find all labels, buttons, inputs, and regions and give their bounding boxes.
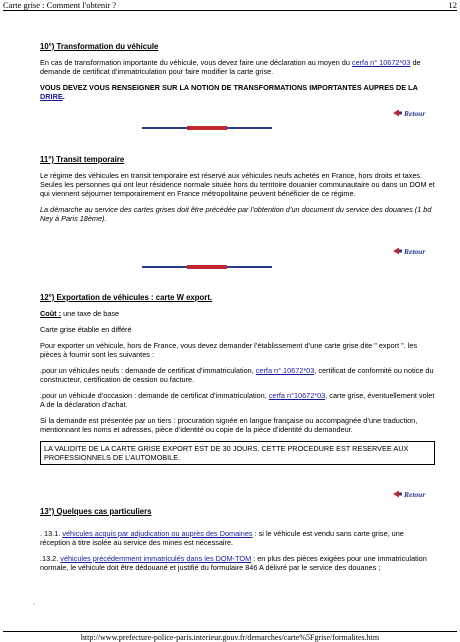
cerfa-link[interactable]: cerfa n° 10672*03 — [255, 366, 315, 375]
case-13-1: . 13.1. véhicules acquis par adjudication ou auprès des Domaines : si le véhicule est vendu sans carte grise, une réception à titre isolée au service des mines est nécessaire. — [40, 529, 404, 547]
occasion-item: .pour un véhicule d’occasion : demande de certificat d’immatriculation, cerfa n°10672*03, carte grise, éventuellement volet A de la déclaration d’achat. — [40, 391, 435, 409]
section-10-title: 10°) Transformation du véhicule — [40, 42, 159, 51]
section-12-text: Pour exporter un véhicule, hors de France, vous devez demander l’établissement d’une carte grise dite " export ". les pièces à fournir sont les suivantes : — [40, 341, 418, 359]
differe-line: Carte grise établie en différé — [40, 325, 132, 334]
cerfa-link[interactable]: cerfa n°10672*03 — [268, 391, 326, 400]
drire-link[interactable]: DRIRE — [40, 92, 63, 101]
header-rule — [3, 10, 457, 11]
retour-button[interactable] — [393, 246, 431, 256]
case-13-2: .13.2. véhicules précédemment immatriculés dans les DOM-TOM : en plus des pièces exigées pour une immatriculation normale, le véhicule doit être dédouané et justifié du formulaire 846 A délivré par le service des douanes ; — [40, 554, 427, 572]
section-11-text: Le régime des véhicules en transit temporaire est réservé aux véhicules neufs achetés en France, hors droits et taxes. Seules les personnes qui ont leur résidence normale située hors du territoire douanier communautaire ou dans un DOM et qui viennent séjourner temporairement en France métropolitaine peuvent bénéficier de ce régime. — [40, 171, 435, 198]
svg-text:Retour: Retour — [404, 247, 426, 256]
section-11-title: 11°) Transit temporaire — [40, 155, 125, 164]
section-11 — [40, 155, 435, 223]
cout-line: Coût : une taxe de base — [40, 309, 120, 318]
dom-tom-link[interactable]: véhicules précédemment immatriculés dans les DOM-TOM — [60, 554, 252, 563]
header-title: Carte grise : Comment l'obtenir ? — [3, 0, 117, 10]
footer-rule — [3, 631, 457, 632]
section-10 — [40, 42, 435, 101]
section-12 — [40, 293, 435, 465]
retour-button[interactable] — [393, 489, 431, 499]
adjudication-link[interactable]: véhicules acquis par adjudication ou auprès des Domaines — [62, 529, 253, 538]
divider — [142, 125, 272, 131]
svg-text:Retour: Retour — [404, 490, 426, 499]
margin-mark: ◦ — [33, 602, 36, 608]
divider — [142, 264, 272, 270]
section-13-title: 13°) Quelques cas particuliers — [40, 507, 152, 516]
section-11-italic: La démarche au service des cartes grises doit être précédée par l’obtention d’un document du service des douanes (1 bd Ney à Paris 18ème). — [40, 205, 432, 223]
page-number: 12 — [448, 0, 457, 10]
retour-button[interactable] — [393, 108, 431, 118]
section-13 — [40, 507, 435, 572]
section-12-title: 12°) Exportation de véhicules : carte W export. — [40, 293, 213, 302]
export-validity-box: LA VALIDITE DE LA CARTE GRISE EXPORT EST DE 30 JOURS. CETTE PROCEDURE EST RESERVEE AUX PROFESSIONNELS DE L’AUTOMOBILE. — [40, 441, 435, 465]
svg-text:Retour: Retour — [404, 109, 426, 118]
page-header — [3, 0, 457, 10]
tiers-text: Si la demande est présentée par un tiers : procuration signée en langue française ou accompagnée d’une traduction, mentionnant les noms et adresses, pièce d’identité ou copie de la pièce d’identité du demandeur. — [40, 416, 418, 434]
neufs-item: .pour un véhicules neufs : demande de certificat d’immatriculation, cerfa n° 10672*03, certificat de conformité ou notice du constructeur, certification de cession ou facture. — [40, 366, 434, 384]
footer-url: http://www.prefecture-police-paris.interieur.gouv.fr/demarches/carte%5Fgrise/formalites.htm — [80, 633, 380, 642]
section-10-notice: VOUS DEVEZ VOUS RENSEIGNER SUR LA NOTION DE TRANSFORMATIONS IMPORTANTES AUPRES DE LA DRIRE. — [40, 83, 418, 101]
section-10-text: En cas de transformation importante du véhicule, vous devez faire une déclaration au moyen du cerfa n° 10672*03 de demande de certificat d’immatriculation pour faire modifier la carte grise. — [40, 58, 421, 76]
cerfa-link[interactable]: cerfa n° 10672*03 — [351, 58, 411, 67]
